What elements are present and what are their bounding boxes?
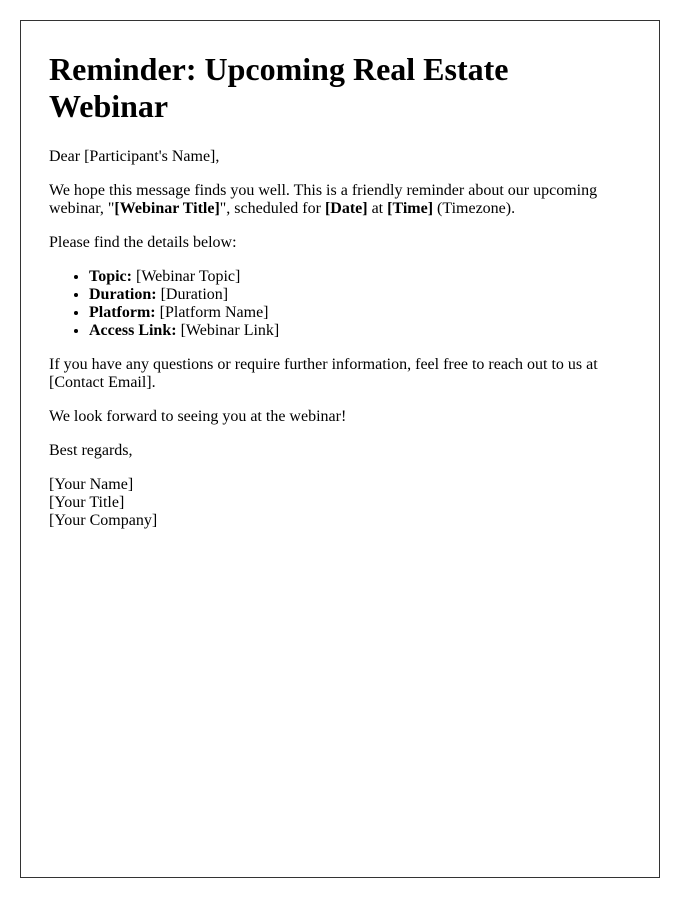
detail-value: [Platform Name]: [155, 304, 269, 321]
signature-company: [Your Company]: [49, 512, 158, 529]
detail-label: Topic:: [89, 268, 132, 285]
signature-name: [Your Name]: [49, 476, 134, 493]
closing-line: We look forward to seeing you at the webinar!: [49, 408, 347, 425]
contact-paragraph: If you have any questions or require further information, feel free to reach out to us at [Contact Email].: [49, 356, 598, 391]
detail-item-platform: [89, 304, 631, 322]
detail-value: [Webinar Topic]: [131, 268, 241, 285]
intro-text-2: ", scheduled for: [219, 200, 325, 217]
details-list: [49, 268, 631, 340]
detail-value: [Webinar Link]: [176, 322, 280, 339]
intro-text-3: at: [367, 200, 388, 217]
detail-label: Duration:: [89, 286, 157, 303]
detail-value: [Duration]: [156, 286, 229, 303]
webinar-time: [Time]: [387, 200, 434, 217]
webinar-date: [Date]: [324, 200, 368, 217]
sign-off: Best regards,: [49, 442, 133, 459]
detail-item-access-link: [89, 322, 631, 340]
detail-label: Access Link:: [89, 322, 177, 339]
detail-label: Platform:: [89, 304, 156, 321]
intro-text-4: (Timezone).: [433, 200, 516, 217]
detail-item-topic: [89, 268, 631, 286]
letter-page: [20, 20, 660, 878]
intro-text-1: We hope this message finds you well. This is a friendly reminder about our upcoming webinar, ": [49, 182, 598, 217]
webinar-title: [Webinar Title]: [114, 200, 220, 217]
greeting: Dear [Participant's Name],: [49, 148, 220, 165]
signature-block: [49, 476, 631, 530]
details-intro: Please find the details below:: [49, 234, 237, 251]
signature-title: [Your Title]: [49, 494, 125, 511]
letter-title: Reminder: Upcoming Real Estate Webinar: [49, 51, 509, 124]
detail-item-duration: [89, 286, 631, 304]
intro-paragraph: [49, 182, 631, 218]
